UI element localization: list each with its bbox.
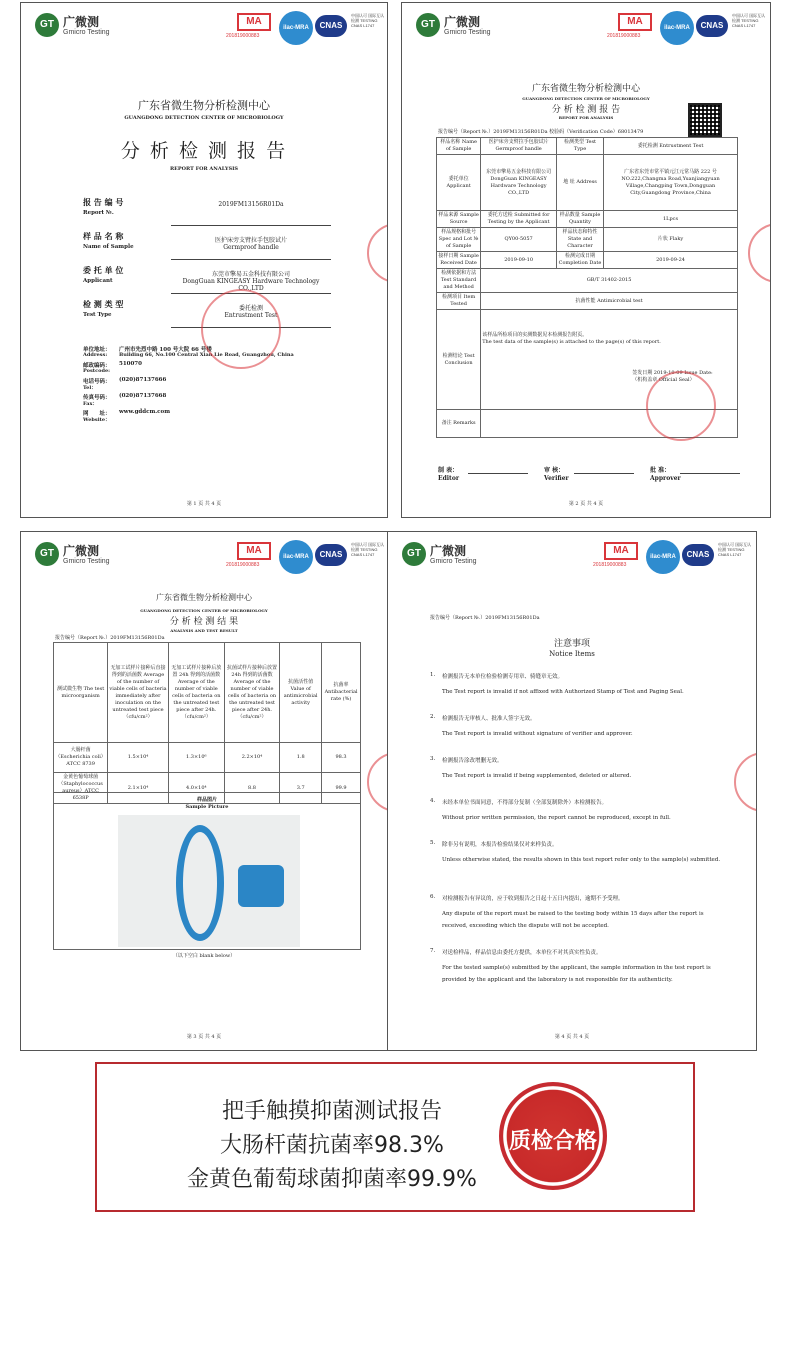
conclusion-en: The test data of the sample(s) is attached to the page(s) of this report.	[482, 339, 661, 345]
ma-mark: MA	[604, 542, 638, 560]
report-header	[402, 3, 770, 55]
result-header-cell: 测试微生物 The test microorganism	[54, 643, 108, 743]
report-page-2	[401, 2, 771, 518]
result-cell: 大肠杆菌（Escherichia coli）ATCC 8739	[54, 743, 108, 773]
item-value: 抗菌性能 Antimicrobial test	[481, 293, 738, 310]
gmicro-logo: GT	[402, 542, 426, 566]
contact-label-en: Fax：	[83, 401, 98, 407]
cnas-logo: CNAS	[315, 544, 347, 566]
quantity-value: 1Lpcs	[604, 211, 738, 228]
signature-label: 审 核：	[544, 467, 565, 474]
signature-line	[680, 473, 740, 474]
ring-sample	[176, 825, 224, 941]
result-table	[53, 642, 361, 804]
signature-label: 制 表：	[438, 467, 459, 474]
gmicro-logo: GT	[35, 13, 59, 37]
logo-name: 广微测	[430, 544, 467, 558]
contact-label: 网 址：	[83, 411, 111, 417]
notice-en: The Test report is invalid if being supplemented, deleted or altered.	[442, 773, 632, 779]
contact-label: 邮政编码：	[83, 363, 111, 369]
cnas-logo: CNAS	[696, 15, 728, 37]
contact-value: 广州市先烈中路 100 号大院 66 号楼	[119, 347, 212, 353]
contact-value: (020)87137666	[119, 377, 167, 383]
org-name-en: GUANGDONG DETECTION CENTER OF MICROBIOLOGY	[140, 608, 268, 613]
official-stamp	[646, 371, 716, 441]
sample-picture-box	[53, 792, 361, 950]
result-header-cell: 抗菌率 Antibacterial rate (%)	[322, 643, 361, 743]
ma-number: 201819000883	[607, 33, 641, 39]
signature-line	[468, 473, 528, 474]
ma-number: 201819000883	[593, 562, 627, 568]
field-value-en: Entrustment Test	[224, 312, 278, 319]
field-label: 样 品 名 称	[83, 231, 124, 241]
ma-mark: MA	[237, 13, 271, 31]
result-cell: 98.3	[322, 743, 361, 773]
logo-name: 广微测	[444, 15, 481, 29]
summary-banner	[95, 1062, 695, 1212]
contact-label: 单位地址：	[83, 347, 111, 353]
ilac-logo: ilac-MRA	[279, 540, 313, 574]
contact-value: www.gddcm.com	[119, 409, 171, 415]
standard-value: GB/T 31402-2015	[481, 269, 738, 293]
paging-seal	[367, 752, 388, 812]
report-title: 分 析 检 测 报 告	[551, 105, 621, 115]
logo-name: 广微测	[63, 15, 100, 29]
result-cell: 8.8	[224, 773, 280, 804]
field-value-en: DongGuan KINGEASY Hardware Technology CO.,LTD	[182, 278, 320, 292]
field-label-en: Name of Sample	[83, 244, 134, 250]
notice-number: 3.	[430, 756, 436, 762]
report-title-en: REPORT FOR ANALYSIS	[169, 166, 239, 172]
notice-en: The Test report is invalid without signature of verifier and approver.	[442, 731, 633, 737]
gmicro-logo: GT	[35, 542, 59, 566]
ma-number: 201819000883	[226, 33, 260, 39]
result-cell: 3.7	[280, 773, 322, 804]
ma-mark: MA	[237, 542, 271, 560]
remarks-label: 备注 Remarks	[437, 410, 481, 438]
report-header	[388, 532, 756, 584]
banner-saureus-rate: 金黄色葡萄球菌抑菌率99.9%	[187, 1167, 477, 1192]
report-title: 分 析 检 测 报 告	[120, 140, 288, 162]
page-number: 第 1 页 共 4 页	[186, 501, 222, 507]
result-cell: 金黄色葡萄球菌（Staphylococcus aureus）ATCC 6538P	[54, 773, 108, 804]
result-header-cell: 无加工试样片接种后放置 24h 得到的活菌数 Average of the number of viable cells of bacteria on the untreated test piece after 24h.（cfu/cm²）	[168, 643, 224, 743]
state-value: 片状 Flaky	[604, 228, 738, 252]
completion-date-value: 2019-09-24	[604, 252, 738, 269]
logo-name: 广微测	[63, 544, 100, 558]
sample-name-value: 医护床旁支臂拉手包胶试片 Germproof handle	[481, 138, 557, 155]
notice-en: For the tested sample(s) submitted by the applicant, the sample information in the test report is provided by the applicant and the laboratory is not responsible for its authenticity.	[442, 965, 711, 983]
field-value: 医护床旁支臂拉手包胶试片	[214, 237, 287, 244]
issue-date: 签发日期 2019-10-09 Issue Date:	[632, 370, 713, 376]
org-name-en: GUANGDONG DETECTION CENTER OF MICROBIOLOGY	[522, 96, 650, 101]
field-label: 检 测 类 型	[83, 299, 124, 309]
contact-label-en: Website：	[83, 417, 111, 423]
cnas-text: 中国认可 国际互认 检测 TESTING CNAS L1747	[351, 542, 385, 557]
page-number: 第 3 页 共 4 页	[186, 1034, 222, 1040]
contact-label: 电话号码：	[83, 379, 111, 385]
signature-line	[574, 473, 634, 474]
qr-code	[688, 103, 722, 137]
org-name: 广东省微生物分析检测中心	[138, 99, 270, 112]
spec-label: 样品规格和批号 Spec and Lot № of Sample	[437, 228, 481, 252]
quality-pass-seal	[499, 1082, 607, 1190]
field-label-en: Test Type	[83, 312, 112, 318]
ilac-logo: ilac-MRA	[279, 11, 313, 45]
notice-cn: 检测报告涂改增删无效。	[442, 758, 503, 764]
notice-number: 6.	[430, 894, 436, 900]
field-label: 委 托 单 位	[83, 265, 124, 275]
banner-ecoli-rate: 大肠杆菌抗菌率98.3%	[220, 1133, 444, 1158]
field-underline	[171, 225, 331, 226]
conclusion-label: 检测结论 Test Conclusion	[437, 310, 481, 410]
field-value: 2019FM13156R01Da	[218, 201, 284, 208]
logo-name-en: Gmicro Testing	[63, 558, 110, 565]
item-label: 检测项目 Item Tested	[437, 293, 481, 310]
applicant-label: 委托单位 Applicant	[437, 155, 481, 211]
notice-en: Without prior written permission, the report cannot be reproduced, except in full.	[442, 815, 671, 821]
logo-name-en: Gmicro Testing	[430, 558, 477, 565]
sample-photo	[118, 815, 300, 947]
cnas-text: 中国认可 国际互认 检测 TESTING CNAS L1747	[351, 13, 385, 28]
table-row	[54, 743, 361, 773]
applicant-value: 东莞市擎易五金科技有限公司 DongGuan KINGEASY Hardware Technology CO.,LTD	[481, 155, 557, 211]
field-value: 委托检测	[238, 305, 263, 312]
paging-seal	[367, 223, 388, 283]
notice-number: 5.	[430, 840, 436, 846]
square-sample	[238, 865, 284, 907]
cnas-text: 中国认可 国际互认 检测 TESTING CNAS L1747	[718, 542, 752, 557]
cnas-logo: CNAS	[315, 15, 347, 37]
official-stamp	[201, 289, 281, 369]
contact-label-en: Tel：	[83, 385, 97, 391]
org-name: 广东省微生物分析检测中心	[156, 593, 252, 602]
signature-label: 批 准：	[650, 467, 671, 474]
page-number: 第 2 页 共 4 页	[568, 501, 604, 507]
spec-value: QY00-5057	[481, 228, 557, 252]
contact-label-en: Address:	[83, 352, 108, 358]
report-page-3	[20, 531, 388, 1051]
field-value-en: Germproof handle	[223, 244, 279, 251]
notice-title: 注意事项	[553, 639, 590, 649]
official-seal-note: （机构盖章 Official Seal）	[632, 377, 695, 383]
page-number: 第 4 页 共 4 页	[554, 1034, 590, 1040]
notice-number: 4.	[430, 798, 436, 804]
report-page-4	[387, 531, 757, 1051]
cnas-logo: CNAS	[682, 544, 714, 566]
result-header-cell: 抗菌试样片接种后放置 24h 得到的活菌数 Average of the number of viable cells of bacteria on the untreated test piece after 24h.（cfu/cm²）	[224, 643, 280, 743]
contact-value-en: Building 66, No.100 Central Xian Lie Road, Guangzhou, China	[119, 352, 294, 358]
field-label-en: Applicant	[83, 278, 113, 284]
result-cell: 1.8	[280, 743, 322, 773]
result-header-cell: 抗菌活性值 Value of antimicrobial activity	[280, 643, 322, 743]
test-type-label: 检测类型 Test Type	[557, 138, 604, 155]
result-cell: 4.0×10⁴	[168, 773, 224, 804]
notice-cn: 对送检样品，样品信息由委托方提供，本单位不对其真实性负责。	[442, 950, 602, 956]
field-label-en: Report №.	[83, 210, 114, 216]
address-value: 广东省东莞市常平镇元江元常马路 222 号 NO.222,Changma Road,Yuanjiangyuan Village,Changping Town,Dongguan City,Guangdong Province,China	[604, 155, 738, 211]
picture-title: 样品图片	[196, 797, 217, 803]
report-header	[21, 532, 387, 584]
report-page-1	[20, 2, 388, 518]
result-cell: 2.1×10⁴	[108, 773, 169, 804]
field-underline	[171, 259, 331, 260]
source-value: 委托方送检 Submitted for Testing by the Applicant	[481, 211, 557, 228]
conclusion-cn: 该样品所检项目的实测数据见本检测报告附页。	[482, 332, 588, 338]
notice-number: 7.	[430, 948, 436, 954]
result-cell: 1.3×10⁶	[168, 743, 224, 773]
banner-title: 把手触摸抑菌测试报告	[221, 1099, 442, 1124]
contact-label: 传真号码：	[83, 395, 111, 401]
report-number: 报告编号（Report №.）2019FM13156R01Da	[55, 635, 165, 641]
notice-number: 2.	[430, 714, 436, 720]
report-number: 报告编号（Report №.）2019FM13156R01Da 校验码（Verification Code）68013479	[438, 129, 644, 135]
paging-seal	[748, 223, 771, 283]
blank-below: （以下空白 blank below）	[172, 953, 236, 959]
report-number: 报告编号（Report №.）2019FM13156R01Da	[430, 615, 540, 621]
notice-cn: 对检测报告有异议的，应于收到报告之日起十五日内提出，逾期不予受理。	[442, 896, 624, 902]
ilac-logo: ilac-MRA	[646, 540, 680, 574]
notice-cn: 检测报告无审核人、批准人签字无效。	[442, 716, 536, 722]
ma-number: 201819000883	[226, 562, 260, 568]
paging-seal	[734, 752, 757, 812]
notice-cn: 未经本单位书面同意，不得部分复制（全部复制除外）本检测报告。	[442, 800, 608, 806]
notice-en: Unless otherwise stated, the results shown in this test report refer only to the sample(s) submitted.	[442, 857, 721, 863]
ma-mark: MA	[618, 13, 652, 31]
signature-label-en: Approver	[650, 475, 681, 482]
result-title-en: ANALYSIS AND TEST RESULT	[170, 628, 238, 633]
received-date-label: 接样日期 Sample Received Date	[437, 252, 481, 269]
notice-en: The Test report is invalid if not affixed with Authorized Stamp of Test and Paging Seal.	[442, 689, 684, 695]
notice-number: 1.	[430, 672, 436, 678]
cnas-text: 中国认可 国际互认 检测 TESTING CNAS L1747	[732, 13, 766, 28]
seal-text: 质检合格	[508, 1129, 597, 1154]
result-cell: 99.9	[322, 773, 361, 804]
quantity-label: 样品数量 Sample Quantity	[557, 211, 604, 228]
contact-label-en: Postcode:	[83, 368, 110, 374]
source-label: 样品来源 Sample Source	[437, 211, 481, 228]
result-cell: 2.2×10⁴	[224, 743, 280, 773]
signature-label-en: Verifier	[544, 475, 569, 482]
logo-name-en: Gmicro Testing	[444, 29, 491, 36]
gmicro-logo: GT	[416, 13, 440, 37]
received-date-value: 2019-09-10	[481, 252, 557, 269]
field-label: 报 告 编 号	[83, 197, 124, 207]
test-type-value: 委托检测 Entrustment Test	[604, 138, 738, 155]
report-header	[21, 3, 387, 55]
field-value: 东莞市擎易五金科技有限公司	[211, 271, 290, 278]
ilac-logo: ilac-MRA	[660, 11, 694, 45]
org-name: 广东省微生物分析检测中心	[531, 84, 640, 94]
completion-date-label: 检测完成日期 Completion Date	[557, 252, 604, 269]
picture-title-en: Sample Picture	[185, 804, 229, 810]
address-label: 地 址 Address	[557, 155, 604, 211]
signature-label-en: Editor	[438, 475, 459, 482]
result-title: 分 析 检 测 结 果	[169, 617, 239, 627]
notice-cn: 除非另有说明，本报告检验结果仅对来样负责。	[442, 842, 558, 848]
sample-name-label: 样品名称 Name of Sample	[437, 138, 481, 155]
standard-label: 检测依据和方法 Test Standard and Method	[437, 269, 481, 293]
notice-title-en: Notice Items	[549, 650, 595, 658]
notice-en: Any dispute of the report must be raised to the testing body within 15 days after the report is received, exceeding which the dispute will not be accepted.	[442, 911, 704, 929]
logo-name-en: Gmicro Testing	[63, 29, 110, 36]
org-name-en: GUANGDONG DETECTION CENTER OF MICROBIOLOGY	[124, 115, 284, 121]
report-title-en: REPORT FOR ANALYSIS	[558, 115, 614, 120]
result-header-cell: 无加工试样片接种后直接得到的活菌数 Average of the number of viable cells of bacteria immediately after inoculation on the untreated test piece（cfu/cm²）	[108, 643, 169, 743]
result-cell: 1.5×10⁴	[108, 743, 169, 773]
state-label: 样品状态和特性 State and Character	[557, 228, 604, 252]
contact-value: (020)87137668	[119, 393, 167, 399]
contact-value: 510070	[119, 361, 142, 367]
notice-cn: 检测报告无本单位检验检测专用章、骑缝章无效。	[442, 674, 564, 680]
